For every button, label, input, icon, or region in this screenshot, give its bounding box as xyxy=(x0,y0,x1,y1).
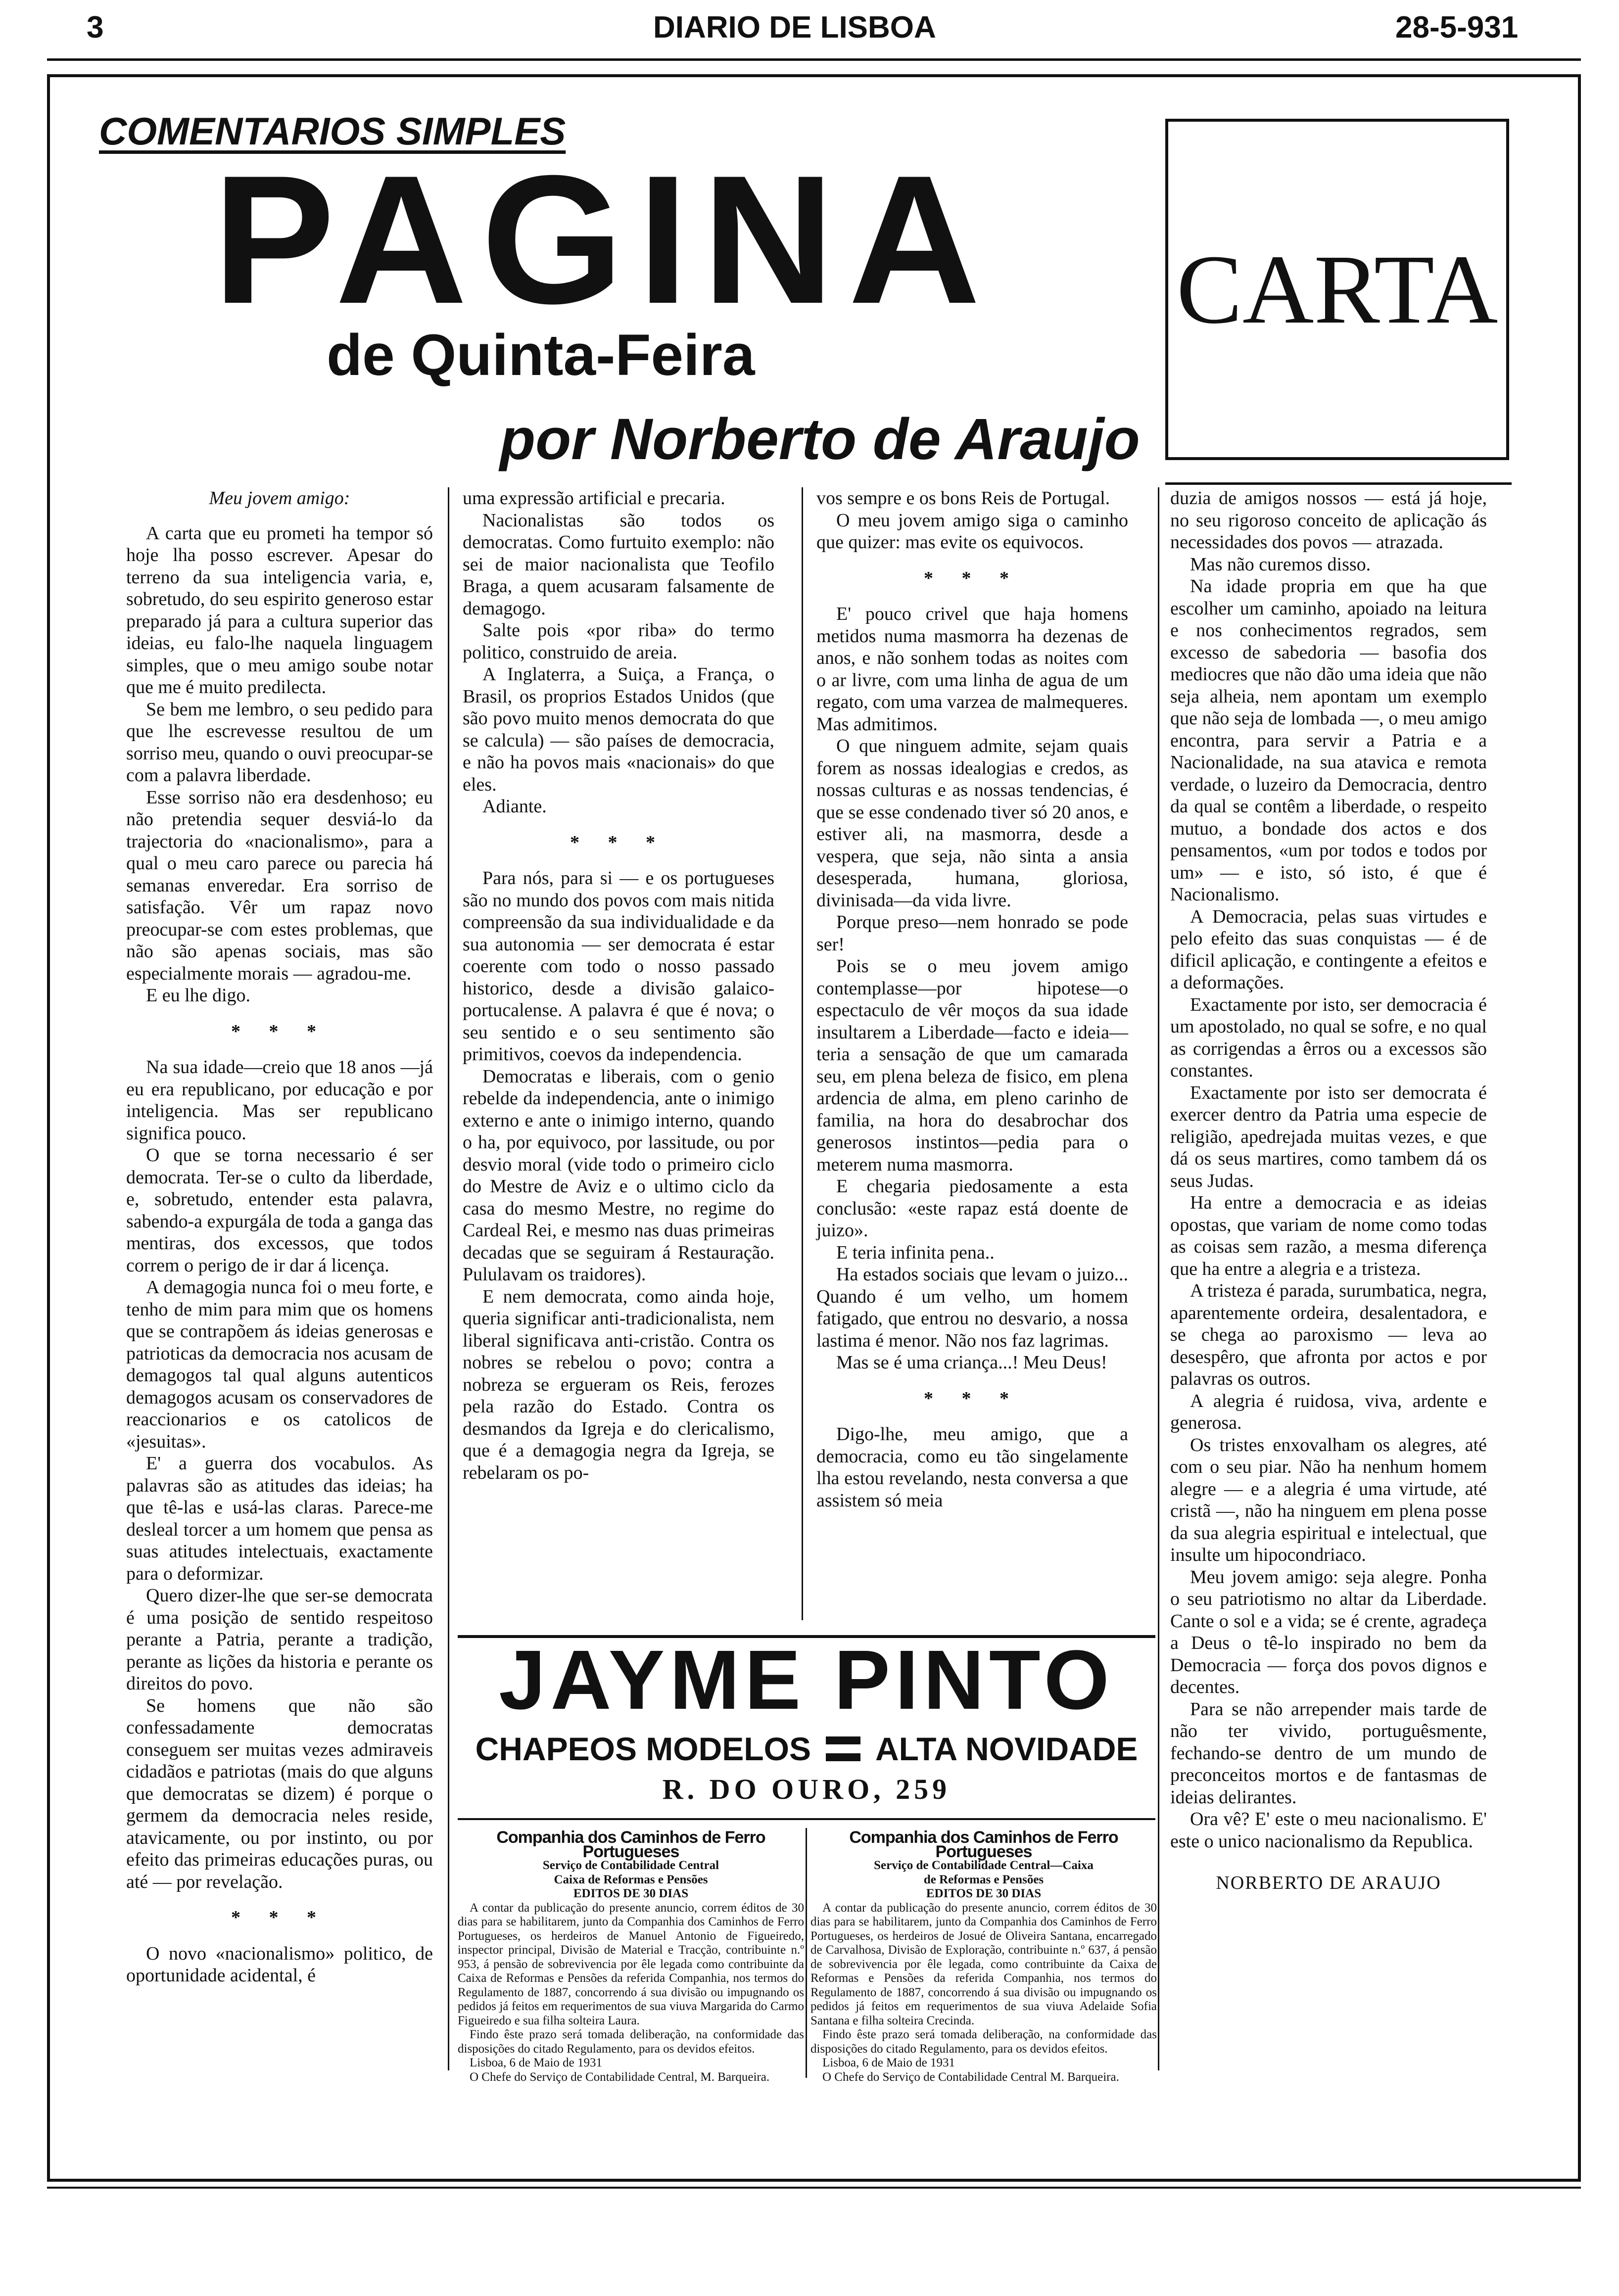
advert-name: JAYME PINTO xyxy=(499,1633,1114,1727)
article-paragraph: Meu jovem amigo: seja alegre. Ponha o seu patriotismo no altar da Liberdade. Cante o sol e a vida; se é crente, agradeça a Deus o tê-lo inspirado no bem da Democracia — força dos povos dignos e decentes. xyxy=(1170,1566,1487,1697)
section-break-stars: * * * xyxy=(924,1388,1021,1409)
carta-word: CARTA xyxy=(1176,234,1498,344)
article-paragraph: Digo-lhe, meu amigo, que a democracia, como eu tão singelamente lha estou revelando, nesta conversa a que assistem só meia xyxy=(816,1424,1128,1511)
article-paragraph: E teria infinita pena.. xyxy=(836,1242,995,1263)
notice-body: A contar da publicação do presente anuncio, correm éditos de 30 dias para se habilitarem, junto da Companhia dos Caminhos de Ferro Portugueses, os herdeiros de Manuel Antonio de Figueiredo, inspector principal, Divisão de Material e Tracção, contribuinte n.º 953, á pensão de sobrevivencia por êle legada como contribuinte da Caixa de Reformas e Pensões da referida Companhia, nos termos do Regulamento de 1887, concorrendo á sua divisão ou impugnando os pedidos já feitos em requerimentos de sua viuva Margarida do Carmo Figueiredo e sua filha solteira Laura. xyxy=(458,1901,804,2027)
article-paragraph: Os tristes enxovalham os alegres, até com o seu piar. Não ha nenhum homem alegre — e a alegria é uma virtude, até cristã —, não ha ninguem em plena posse da sua alegria espiritual e intelectual, que insulte um hipocondriaco. xyxy=(1170,1434,1487,1565)
article-paragraph: A carta que eu prometi ha tempor só hoje lha posso escrever. Apesar do terreno da sua inteligencia varia, e, sobretudo, do seu espirito generoso estar preparado já para a cultura superior das ideias, eu falo-lhe naquela linguagem simples, que o meu amigo soube notar que me é muito predilecta. xyxy=(126,522,433,698)
section-break-stars: * * * xyxy=(924,567,1021,589)
article-paragraph: Porque preso—nem honrado se pode ser! xyxy=(816,912,1128,955)
article-paragraph: Pois se o meu jovem amigo contemplasse—por hipotese—o espectaculo de vêr moços da sua idade insultarem a Liberdade—facto e ideia—teria a sensação de que um camarada seu, em plena beleza de fisico, em plena ardencia de alma, em pleno carinho de familia, na hora do desabrochar dos generosos instintos—pedia para o meterem numa masmorra. xyxy=(816,956,1128,1175)
article-paragraph: E' pouco crivel que haja homens metidos numa masmorra ha dezenas de anos, e não sonhem todas as noites com o ar livre, com uma linha de agua de um regato, com uma varzea de malmequeres. Mas admitimos. xyxy=(816,604,1128,735)
advert-right: ALTA NOVIDADE xyxy=(875,1731,1138,1767)
article-paragraph: Nacionalistas são todos os democratas. Como furtuito exemplo: não sei de maior nacionalista que Teofilo Braga, a quem acusaram falsamente de demagogo. xyxy=(463,510,774,619)
section-kicker: COMENTARIOS SIMPLES xyxy=(99,109,566,153)
page-subtitle: de Quinta-Feira xyxy=(327,323,755,388)
column-divider xyxy=(1158,487,1159,2070)
railway-notice-1 xyxy=(458,1830,804,2084)
article-paragraph: O meu jovem amigo siga o caminho que quizer: mas evite os equivocos. xyxy=(816,510,1128,553)
notice-subheading: Serviço de Contabilidade Central—Caixa de Reformas e Pensões EDITOS DE 30 DIAS xyxy=(874,1859,1094,1900)
article-paragraph: O que ninguem admite, sejam quais forem as nossas idealogias e credos, as nossas culturas e as nossas tendencias, é que se esse condenado tiver só 20 anos, e estiver ali, na masmorra, desde a vespera, que seja, não sinta a ansia desesperada, humana, gloriosa, divinisada—da vida livre. xyxy=(816,736,1128,911)
article-paragraph: E nem democrata, como ainda hoje, queria significar anti-tradicionalista, nem liberal significava anti-cristão. Contra os nobres se rebelou o povo; contra a nobreza se ergueram os Reis, ferozes pela razão do Estado. Contra os desmandos da Igreja e do clericalismo, que é a demagogia negra da Igreja, se rebelaram os po- xyxy=(463,1286,774,1483)
notice-signature: O Chefe do Serviço de Contabilidade Central M. Barqueira. xyxy=(822,2070,1119,2084)
article-paragraph: Na sua idade—creio que 18 anos —já eu era republicano, por educação e por inteligencia. Mas ser republicano significa pouco. xyxy=(126,1057,433,1144)
article-paragraph: uma expressão artificial e precaria. xyxy=(463,488,725,509)
article-paragraph: Na idade propria em que ha que escolher um caminho, apoiado na leitura e nos conhecimentos regrados, sem excesso de sabedoria — basofia dos mediocres que não dão uma ideia que não seja alheia, nem apontam um exemplo que não seja de lombada —, o meu amigo encontra, para servir a Patria e a Nacionalidade, na sua atavica e remota verdade, o luzeiro da Democracia, dentro da qual se contêm a liberdade, o respeito mutuo, a bondade dos actos e dos pensamentos, «um por todos e todos por um» — e isto, só isto, é que é Nacionalismo. xyxy=(1170,576,1487,905)
section-break-stars: * * * xyxy=(570,832,667,853)
article-column-2 xyxy=(463,487,774,1484)
notice-heading: Companhia dos Caminhos de Ferro Portugueses xyxy=(496,1828,765,1861)
footer-rule xyxy=(47,2187,1581,2189)
article-paragraph: Democratas e liberais, com o genio rebelde da independencia, ante o inimigo externo e ante o inimigo interno, quando o ha, por equivoco, por lassitude, ou por desvio moral (vide todo o primeiro ciclo do Mestre de Aviz e o ultimo ciclo da casa do mesmo Mestre, no regime do Cardeal Rei, e mesmo nas duas primeiras decadas que se seguiram á Restauração. Pululavam os traidores). xyxy=(463,1066,774,1285)
article-paragraph: Exactamente por isto, ser democracia é um apostolado, no qual se sofre, e no qual as corrigendas a êrros ou a excessos são constantes. xyxy=(1170,994,1487,1081)
article-column-1 xyxy=(126,487,433,1987)
section-break-stars: * * * xyxy=(231,1907,328,1928)
article-paragraph: Adiante. xyxy=(482,796,547,817)
section-break-stars: * * * xyxy=(231,1021,328,1042)
article-paragraph: E' a guerra dos vocabulos. As palavras são as atitudes das ideias; ha que tê-las e usá-las claras. Parece-me desleal torcer a um homem que pensa as suas atitudes intelectuais, exactamente para o deformizar. xyxy=(126,1453,433,1584)
advertisement-jayme-pinto xyxy=(458,1633,1155,1805)
article-paragraph: Para se não arrepender mais tarde de não ter vivido, portuguêsmente, fechando-se dentro de um mundo de preconceitos mortos e de fantasmas de ideias delirantes. xyxy=(1170,1698,1487,1808)
article-paragraph: E chegaria piedosamente a esta conclusão: «este rapaz está doente de juizo». xyxy=(816,1176,1128,1241)
notice-subheading: Serviço de Contabilidade Central Caixa de Reformas e Pensões EDITOS DE 30 DIAS xyxy=(542,1859,719,1900)
author-signature: NORBERTO DE ARAUJO xyxy=(1216,1873,1441,1893)
advert-address: R. DO OURO, 259 xyxy=(662,1773,951,1805)
notices-divider xyxy=(806,1828,807,2078)
article-paragraph: vos sempre e os bons Reis de Portugal. xyxy=(816,488,1110,509)
article-paragraph: O novo «nacionalismo» politico, de oportunidade acidental, é xyxy=(126,1943,433,1986)
column-divider xyxy=(448,487,449,2070)
article-paragraph: Mas se é uma criança...! Meu Deus! xyxy=(836,1352,1107,1373)
railway-notice-2 xyxy=(810,1830,1157,2084)
article-paragraph: Quero dizer-lhe que ser-se democrata é uma posição de sentido respeitoso perante a Patria, perante a tradição, perante as lições da historia e perante os direitos do povo. xyxy=(126,1585,433,1694)
article-paragraph: E eu lhe digo. xyxy=(146,985,251,1006)
page-number: 3 xyxy=(87,10,104,45)
article-paragraph: A Democracia, pelas suas virtudes e pelo efeito das suas conquistas — é de dificil aplicação, e contingente a efeitos e a deformações. xyxy=(1170,906,1487,993)
column-divider xyxy=(802,487,803,1620)
article-column-4 xyxy=(1170,487,1487,1894)
article-column-3 xyxy=(816,487,1128,1511)
article-paragraph: Salte pois «por riba» do termo politico, construido de areia. xyxy=(463,620,774,663)
notice-closing: Findo êste prazo será tomada deliberação, na conformidade das disposições do citado Regulamento, para os devidos efeitos. xyxy=(458,2028,804,2056)
article-paragraph: Exactamente por isto ser democrata é exercer dentro da Patria uma especie de religião, apedrejada muitas vezes, e que dá os seus martires, como tambem dá os seus Judas. xyxy=(1170,1082,1487,1191)
article-paragraph: Esse sorriso não era desdenhoso; eu não pretendia sequer desviá-lo da trajectoria do «nacionalismo», para a qual o meu caro parece ou parecia há semanas enveredar. Era sorriso de satisfação. Vêr um rapaz novo preocupar-se com estes problemas, que não são apenas sociais, mas são especialmente morais — agradou-me. xyxy=(126,787,433,984)
page-title: PAGINA xyxy=(213,138,995,342)
article-paragraph: O que se torna necessario é ser democrata. Ter-se o culto da liberdade, e, sobretudo, entender esta palavra, sabendo-a expurgála de toda a ganga das mentiras, dos excessos, que todos correm o perigo de ir dar á licença. xyxy=(126,1145,433,1276)
advert-left: CHAPEOS MODELOS xyxy=(475,1731,811,1767)
masthead: DIARIO DE LISBOA xyxy=(653,10,936,45)
notice-date: Lisboa, 6 de Maio de 1931 xyxy=(470,2056,603,2069)
notice-signature: O Chefe do Serviço de Contabilidade Central, M. Barqueira. xyxy=(470,2070,770,2084)
issue-date: 28-5-931 xyxy=(1395,10,1519,45)
article-paragraph: A demagogia nunca foi o meu forte, e tenho de mim para mim que os homens que se contrapõem ás ideias generosas e patrioticas da democracia nos acusam de demagogos tal qual alguns autenticos demagogos acusam os conservadores de reaccionarios e os catolicos de «jesuitas». xyxy=(126,1277,433,1452)
notice-body: A contar da publicação do presente anuncio, correm éditos de 30 dias para se habilitarem, junto da Companhia dos Caminhos de Ferro Portugueses, os herdeiros de Josué de Oliveira Santana, encarregado de Carvalhosa, Divisão de Exploração, contribuinte n.º 637, á pensão de sobrevivencia por êle legada, como contribuinte da Caixa de Reformas e Pensões da referida Companhia, nos termos do Regulamento de 1887, concorrendo á sua divisão ou impugnando os pedidos já feitos em requerimentos de sua viuva Adelaide Sofia Santana e filha solteira Crecinda. xyxy=(810,1901,1157,2027)
header-rule xyxy=(47,58,1581,61)
article-paragraph: Ha entre a democracia e as ideias opostas, que variam de nome como todas as coisas sem razão, a mesma diferença que ha entre a alegria e a tristeza. xyxy=(1170,1192,1487,1279)
notice-closing: Findo êste prazo será tomada deliberação, na conformidade das disposições do citado Regulamento, para os devidos efeitos. xyxy=(810,2028,1157,2056)
article-paragraph: Mas não curemos disso. xyxy=(1190,554,1371,575)
article-paragraph: Se bem me lembro, o seu pedido para que lhe escrevesse resultou de um sorriso meu, quando o ouvi preocupar-se com a palavra liberdade. xyxy=(126,699,433,786)
article-paragraph: A tristeza é parada, surumbatica, negra, aparentemente ordeira, desalentadora, e se chega ao paroxismo — leva ao desespêro, que afronta por actos e por palavras os outros. xyxy=(1170,1280,1487,1389)
article-paragraph: Ha estados sociais que levam o juizo... Quando é um velho, um homem fatigado, que entrou no desvario, a nossa lastima é menor. Não nos faz lagrimas. xyxy=(816,1264,1128,1351)
article-paragraph: duzia de amigos nossos — está já hoje, no seu rigoroso conceito de aplicação ás necessidades dos povos — atrazada. xyxy=(1170,488,1487,553)
article-paragraph: A alegria é ruidosa, viva, ardente e generosa. xyxy=(1170,1390,1487,1433)
article-paragraph: Para nós, para si — e os portugueses são no mundo dos povos com mais nitida compreensão da sua individualidade e da sua autonomia — ser democrata é estar coerente com todo o nosso passado historico, desde a divisão galaico-portucalense. A palavra é que é nova; o seu sentido e o seu sentimento são primitivos, coevos da independencia. xyxy=(463,868,774,1065)
notice-heading: Companhia dos Caminhos de Ferro Portugueses xyxy=(849,1828,1118,1861)
article-paragraph: Se homens que não são confessadamente democratas conseguem ser muitas vezes admiraveis cidadãos e patriotas (mais do que alguns que democratas se dizem) é porque o germem da democracia neles reside, atavicamente, ou por instinto, ou por efeito das primeiras educações puras, ou até — por revelação. xyxy=(126,1695,433,1892)
notices-rule xyxy=(458,1818,1155,1820)
article-paragraph: A Inglaterra, a Suiça, a França, o Brasil, os proprios Estados Unidos (que são povo muito menos democrata do que se calcula) — são países de democracia, e não ha povos mais «nacionais» do que eles. xyxy=(463,664,774,795)
equals-sign-icon xyxy=(826,1736,860,1761)
carta-box xyxy=(1165,119,1509,460)
advert-tagline xyxy=(458,1730,1155,1768)
byline: por Norberto de Araujo xyxy=(500,407,1140,472)
salutation: Meu jovem amigo: xyxy=(209,488,350,509)
article-paragraph: Ora vê? E' este o meu nacionalismo. E' este o unico nacionalismo da Republica. xyxy=(1170,1809,1487,1852)
notice-date: Lisboa, 6 de Maio de 1931 xyxy=(822,2056,955,2069)
byline-rule xyxy=(1165,482,1512,485)
